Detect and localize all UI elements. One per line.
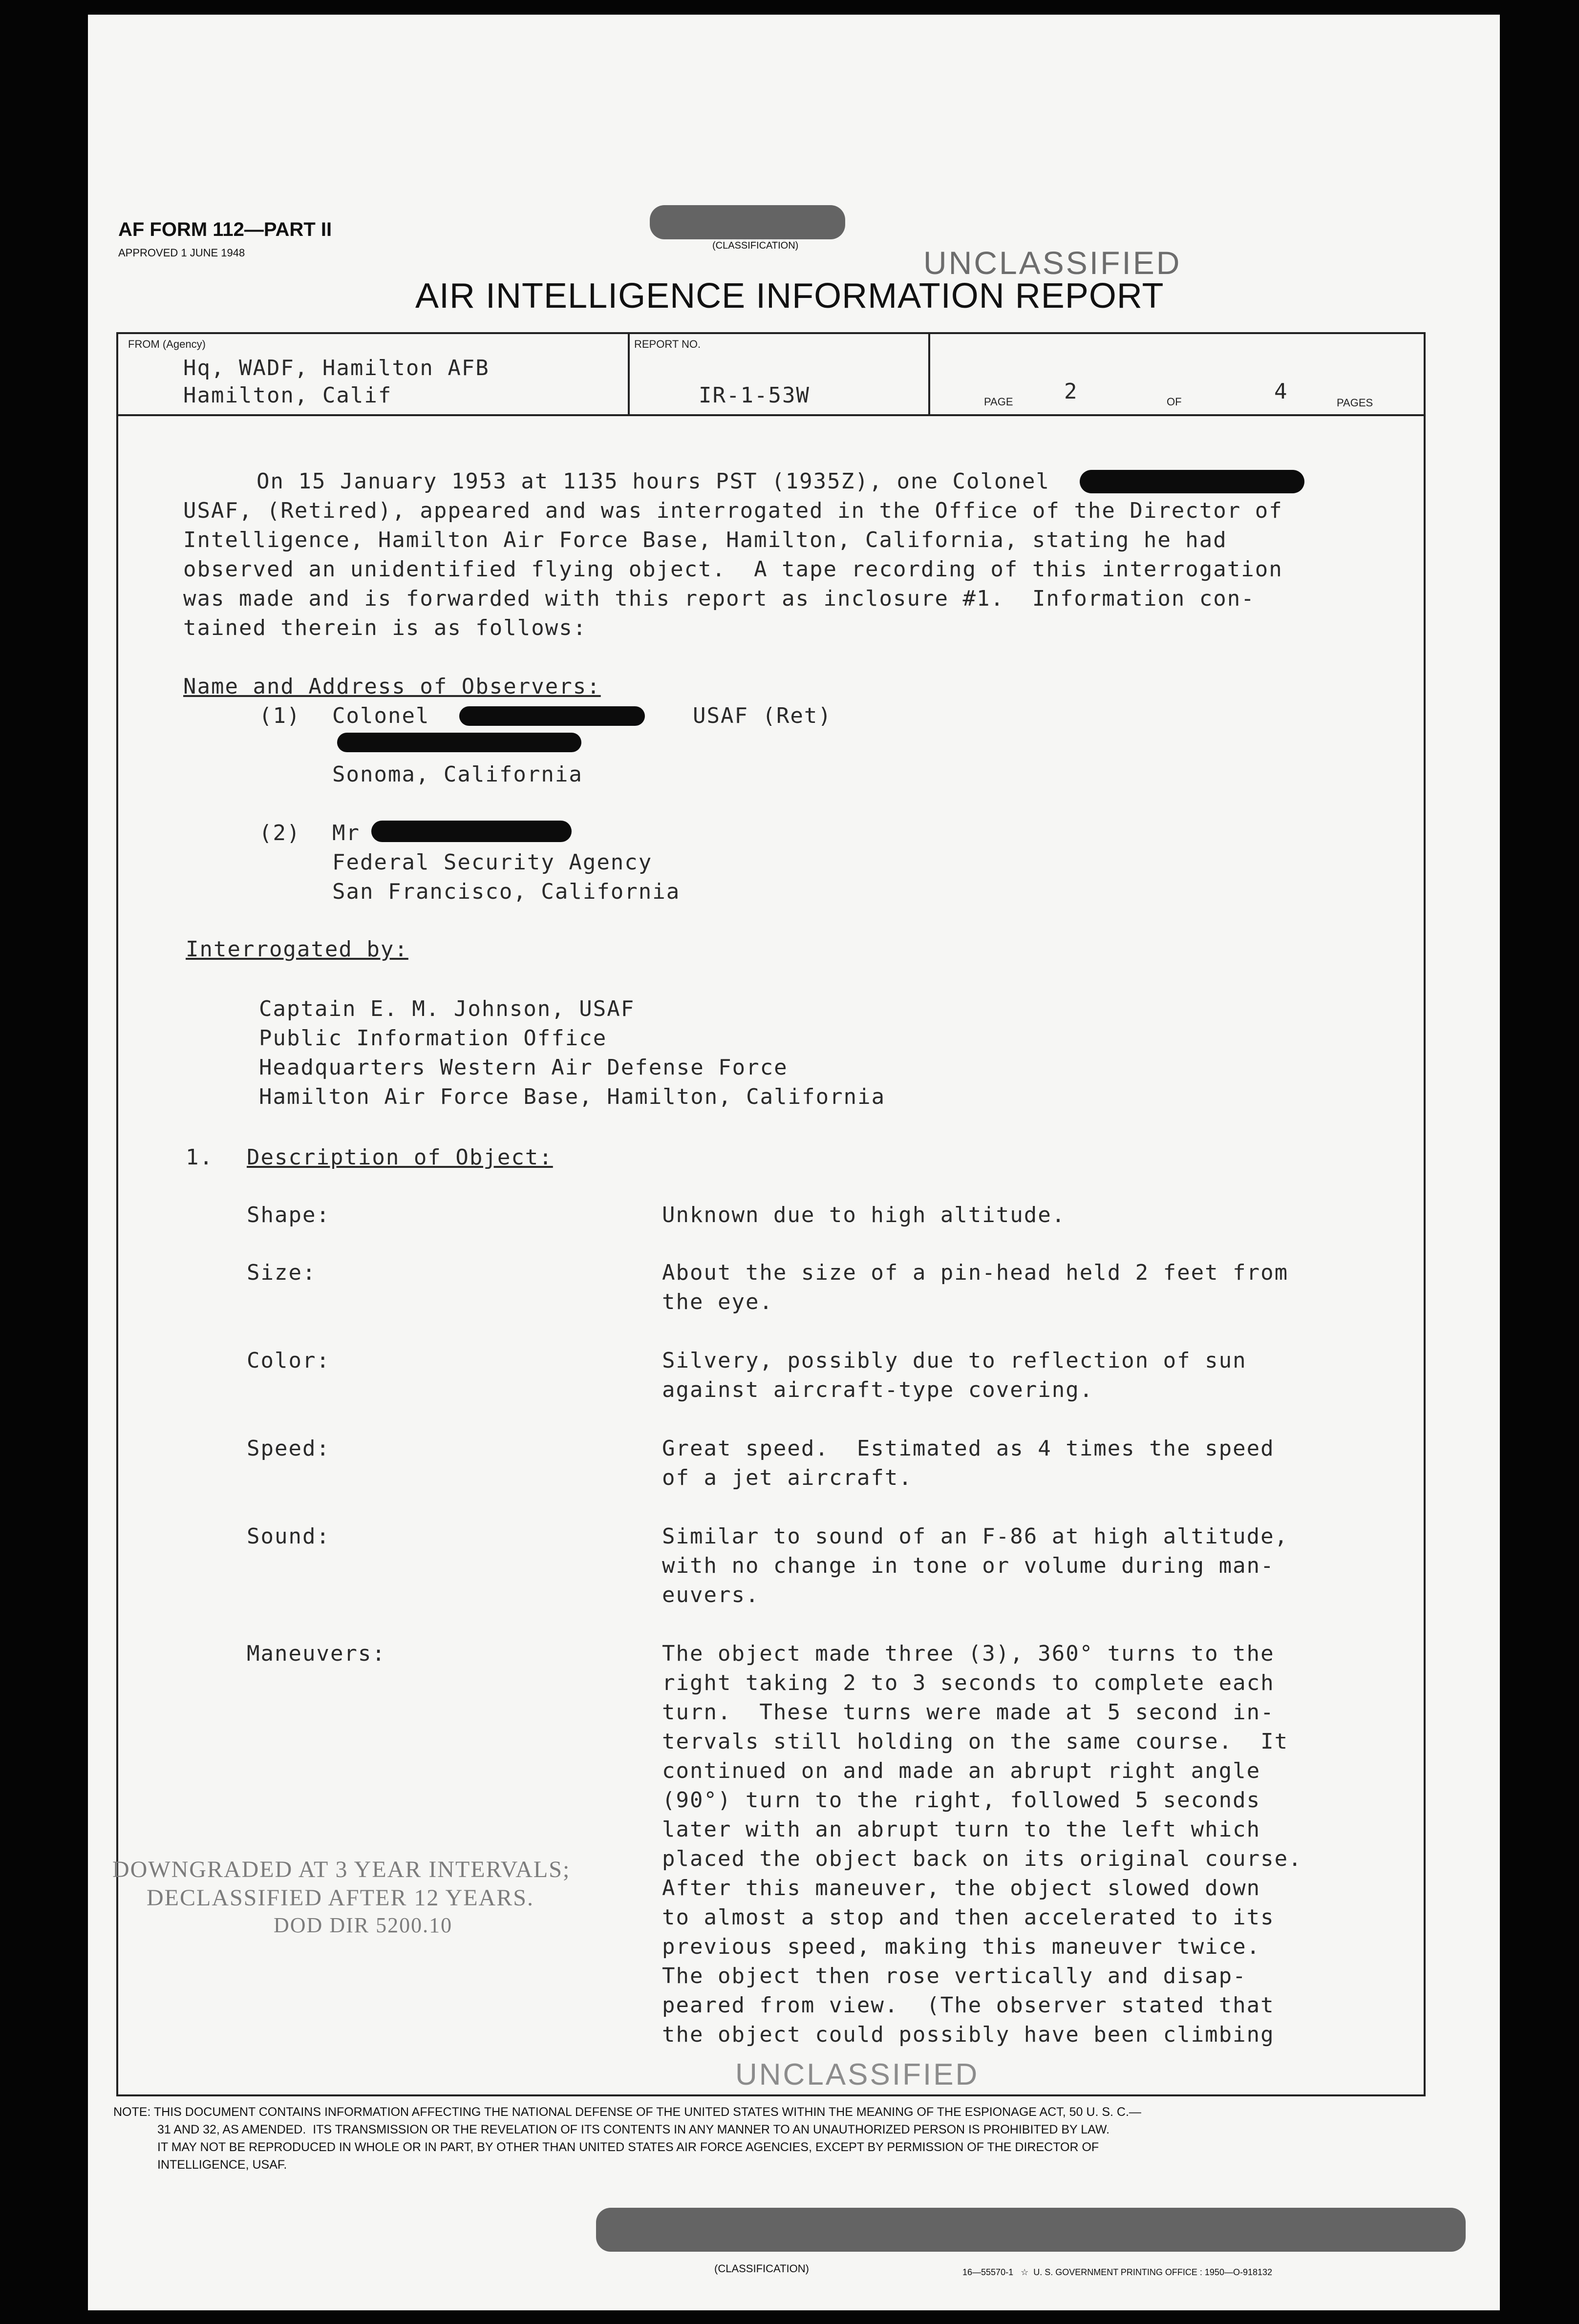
frame-left-rule xyxy=(116,332,118,2095)
speed-label: Speed: xyxy=(247,1436,330,1461)
redaction-address-1 xyxy=(337,733,581,752)
sound-value-line-1: Similar to sound of an F-86 at high altitude, xyxy=(662,1524,1289,1549)
report-no: IR-1-53W xyxy=(699,383,810,408)
classification-label-bottom: (CLASSIFICATION) xyxy=(714,2262,809,2275)
maneuvers-line-8: placed the object back on its original course. xyxy=(662,1846,1302,1871)
observer-2-city: San Francisco, California xyxy=(332,879,681,904)
maneuvers-line-2: right taking 2 to 3 seconds to complete each xyxy=(662,1670,1275,1695)
classification-smudge-bottom xyxy=(596,2208,1466,2252)
maneuvers-line-10: to almost a stop and then accelerated to its xyxy=(662,1905,1275,1930)
unclassified-stamp-bottom: UNCLASSIFIED xyxy=(735,2058,980,2092)
intro-line-6: tained therein is as follows: xyxy=(183,615,587,640)
description-heading: Description of Object: xyxy=(247,1145,553,1170)
observer-1-title: Colonel xyxy=(332,703,430,728)
maneuvers-line-7: later with an abrupt turn to the left which xyxy=(662,1817,1261,1842)
observer-1-number: (1) xyxy=(259,703,301,728)
note-line-4: INTELLIGENCE, USAF. xyxy=(157,2158,287,2172)
page-number: 2 xyxy=(1064,379,1078,404)
intro-line-3: Intelligence, Hamilton Air Force Base, Hamilton, California, stating he had xyxy=(183,528,1227,552)
color-value-line-1: Silvery, possibly due to reflection of sun xyxy=(662,1348,1247,1373)
pages-total: 4 xyxy=(1274,379,1288,404)
intro-line-4: observed an unidentified flying object. A tape recording of this interrogation xyxy=(183,557,1283,582)
approved-date: APPROVED 1 JUNE 1948 xyxy=(118,247,245,259)
maneuvers-line-12: The object then rose vertically and disap- xyxy=(662,1964,1247,1988)
report-title: AIR INTELLIGENCE INFORMATION REPORT xyxy=(415,276,1164,316)
shape-value: Unknown due to high altitude. xyxy=(662,1203,1066,1227)
box-divider-2 xyxy=(928,332,930,415)
observer-2-org: Federal Security Agency xyxy=(332,850,653,875)
sound-value-line-2: with no change in tone or volume during man- xyxy=(662,1553,1275,1578)
maneuvers-line-1: The object made three (3), 360° turns to the xyxy=(662,1641,1275,1666)
print-code: 16—55570-1 ☆ U. S. GOVERNMENT PRINTING OFFICE : 1950—O-918132 xyxy=(962,2267,1273,2277)
note-line-3: IT MAY NOT BE REPRODUCED IN WHOLE OR IN PART, BY OTHER THAN UNITED STATES AIR FORCE AGENCIES, EXCEPT BY PERMISSION OF THE DIRECTOR OF xyxy=(157,2140,1099,2154)
unclassified-stamp-top: UNCLASSIFIED xyxy=(923,245,1182,281)
redaction-name-2 xyxy=(459,706,645,726)
sound-value-line-3: euvers. xyxy=(662,1583,760,1607)
downgrade-stamp-line-1: DOWNGRADED AT 3 YEAR INTERVALS; xyxy=(112,1857,571,1882)
frame-bottom-rule xyxy=(116,2094,1426,2096)
size-label: Size: xyxy=(247,1260,317,1285)
box-mid-rule xyxy=(116,414,1426,416)
maneuvers-line-4: tervals still holding on the same course. It xyxy=(662,1729,1289,1754)
observer-1-city: Sonoma, California xyxy=(332,762,583,787)
note-line-1: NOTE: THIS DOCUMENT CONTAINS INFORMATION AFFECTING THE NATIONAL DEFENSE OF THE UNITED STATES WITHIN THE MEANING OF THE ESPIONAGE ACT, 50 U. S. C.— xyxy=(113,2105,1141,2119)
observer-1-suffix: USAF (Ret) xyxy=(693,703,832,728)
pages-label: PAGES xyxy=(1337,397,1373,409)
size-value-line-1: About the size of a pin-head held 2 feet from xyxy=(662,1260,1289,1285)
color-value-line-2: against aircraft-type covering. xyxy=(662,1377,1094,1402)
section-number: 1. xyxy=(186,1145,213,1170)
shape-label: Shape: xyxy=(247,1203,330,1227)
maneuvers-line-14: the object could possibly have been climbing xyxy=(662,2022,1275,2047)
interrogator-line-1: Captain E. M. Johnson, USAF xyxy=(259,996,635,1021)
intro-line-1: On 15 January 1953 at 1135 hours PST (1935Z), one Colonel xyxy=(256,469,1050,494)
intro-line-5: was made and is forwarded with this report as inclosure #1. Information con- xyxy=(183,586,1255,611)
size-value-line-2: the eye. xyxy=(662,1289,773,1314)
box-top-rule xyxy=(116,332,1426,334)
maneuvers-line-5: continued on and made an abrupt right angle xyxy=(662,1758,1261,1783)
maneuvers-line-9: After this maneuver, the object slowed down xyxy=(662,1876,1261,1901)
maneuvers-label: Maneuvers: xyxy=(247,1641,386,1666)
color-label: Color: xyxy=(247,1348,330,1373)
report-no-label: REPORT NO. xyxy=(634,338,701,350)
from-label: FROM (Agency) xyxy=(128,338,206,350)
classification-label-top: (CLASSIFICATION) xyxy=(712,240,799,251)
from-line-2: Hamilton, Calif xyxy=(183,383,392,408)
speed-value-line-2: of a jet aircraft. xyxy=(662,1465,913,1490)
speed-value-line-1: Great speed. Estimated as 4 times the speed xyxy=(662,1436,1275,1461)
observer-2-title: Mr xyxy=(332,821,360,845)
frame-right-rule xyxy=(1424,332,1426,2095)
intro-line-2: USAF, (Retired), appeared and was interrogated in the Office of the Director of xyxy=(183,498,1283,523)
maneuvers-line-13: peared from view. (The observer stated that xyxy=(662,1993,1275,2018)
interrogator-line-3: Headquarters Western Air Defense Force xyxy=(259,1055,788,1080)
observers-heading: Name and Address of Observers: xyxy=(183,674,601,699)
from-line-1: Hq, WADF, Hamilton AFB xyxy=(183,356,490,380)
interrogator-line-2: Public Information Office xyxy=(259,1026,607,1051)
interrogator-line-4: Hamilton Air Force Base, Hamilton, California xyxy=(259,1084,886,1109)
form-id: AF FORM 112—PART II xyxy=(118,219,332,240)
redaction-name-1 xyxy=(1080,470,1304,493)
interrogated-heading: Interrogated by: xyxy=(186,937,408,962)
maneuvers-line-6: (90°) turn to the right, followed 5 seconds xyxy=(662,1788,1261,1813)
redaction-name-3 xyxy=(371,821,572,842)
sound-label: Sound: xyxy=(247,1524,330,1549)
maneuvers-line-11: previous speed, making this maneuver twice. xyxy=(662,1934,1261,1959)
page-label: PAGE xyxy=(984,396,1013,408)
box-divider-1 xyxy=(628,332,630,415)
downgrade-stamp-line-3: DOD DIR 5200.10 xyxy=(274,1913,453,1937)
observer-2-number: (2) xyxy=(259,821,301,845)
of-label: OF xyxy=(1167,396,1182,408)
note-line-2: 31 AND 32, AS AMENDED. ITS TRANSMISSION OR THE REVELATION OF ITS CONTENTS IN ANY MANNER TO AN UNAUTHORIZED PERSON IS PROHIBITED BY LAW. xyxy=(157,2123,1110,2136)
maneuvers-line-3: turn. These turns were made at 5 second in- xyxy=(662,1700,1275,1725)
classification-smudge-top xyxy=(650,205,845,239)
downgrade-stamp-line-2: DECLASSIFIED AFTER 12 YEARS. xyxy=(147,1885,534,1911)
